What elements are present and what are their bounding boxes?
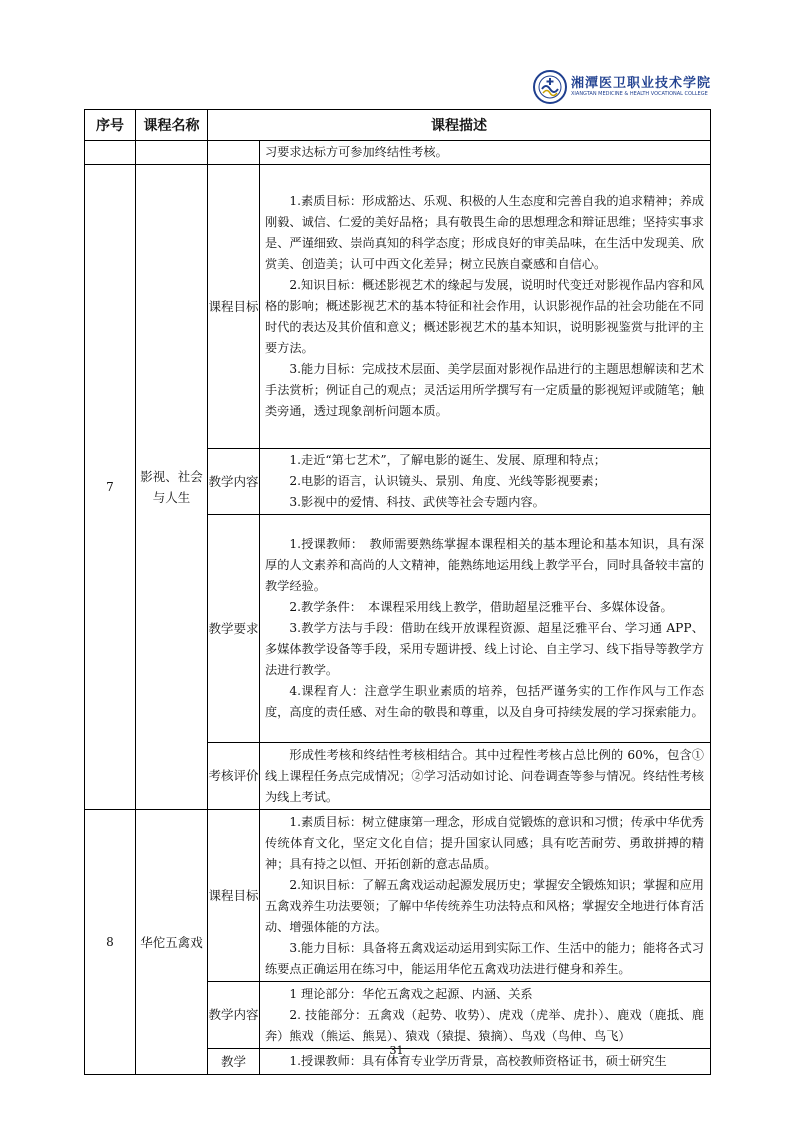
course-7-name: 影视、社会与人生	[136, 165, 208, 810]
page-number: 31	[389, 1044, 404, 1057]
course-8-goals-row	[85, 810, 711, 982]
course-8-goal-3: 3.能力目标：具备将五禽戏运动运用到实际工作、生活中的能力；能将各式习练要点正确运用在练习中，能运用华佗五禽戏功法进行健身和养生。	[265, 940, 704, 976]
course-7-content-label: 教学内容	[208, 449, 260, 515]
course-7-req-1: 1.授课教师： 教师需要熟练掌握本课程相关的基本理论和基本知识，具有深厚的人文素养和高尚的人文精神，能熟练地运用线上教学平台，同时具备较丰富的教学经验。	[265, 537, 704, 593]
course-8-req-1: 1.授课教师：具有体育专业学历背景，高校教师资格证书，硕士研究生	[289, 1054, 667, 1068]
course-7-eval-text: 形成性考核和终结性考核相结合。其中过程性考核占总比例的 60%，包含①线上课程任务点完成情况；②学习活动如讨论、问卷调查等参与情况。终结性考核为线上考试。	[265, 747, 704, 804]
course-table	[84, 109, 711, 1075]
course-8-goals	[260, 810, 711, 982]
course-8-goal-1: 1.素质目标：树立健康第一理念，形成自觉锻炼的意识和习惯；传承中华优秀传统体育文化，坚定文化自信；提升国家认同感；具有吃苦耐劳、勇敢拼搏的精神；具有持之以恒、开拓创新的意志品质。	[265, 814, 704, 871]
continuation-text: 习要求达标方可参加终结性考核。	[265, 145, 448, 159]
course-7-goals	[260, 165, 711, 449]
course-8-goals-label: 课程目标	[208, 810, 260, 982]
course-7-req-label: 教学要求	[208, 515, 260, 743]
course-7-number: 7	[85, 165, 136, 810]
course-8-number: 8	[85, 810, 136, 1075]
course-7-content-2: 2.电影的语言，认识镜头、景别、角度、光线等影视要素；	[289, 474, 606, 488]
college-name: 湘潭医卫职业技术学院	[571, 76, 712, 91]
course-7-req-2: 2.教学条件： 本课程采用线上教学，借助超星泛雅平台、多媒体设备。	[289, 600, 673, 614]
course-7-requirements	[260, 515, 711, 743]
course-7-eval-label: 考核评价	[208, 743, 260, 810]
table-header-row	[85, 110, 711, 141]
header-course-name: 课程名称	[136, 110, 208, 141]
course-7-evaluation	[260, 743, 711, 810]
course-7-goal-2: 2.知识目标：概述影视艺术的缘起与发展，说明时代变迁对影视作品内容和风格的影响；概述影视艺术的基本特征和社会作用，认识影视作品的社会功能在不同时代的表达及其价值和意义；概述影视艺术的基本知识，说明影视鉴赏与批评的主要方法。	[265, 278, 704, 355]
continuation-row	[85, 141, 711, 165]
college-name-en: XIANGTAN MEDICINE & HEALTH VOCATIONAL COLLEGE	[571, 91, 708, 97]
course-7-content	[260, 449, 711, 515]
course-7-content-3: 3.影视中的爱情、科技、武侠等社会专题内容。	[289, 495, 545, 509]
college-logo	[533, 70, 713, 104]
course-7-req-4: 4.课程育人：注意学生职业素质的培养，包括严谨务实的工作作风与工作态度，高度的责任感、对生命的敬畏和尊重，以及自身可持续发展的学习探索能力。	[265, 684, 704, 719]
course-8-req-label: 教学	[208, 1049, 260, 1075]
course-7-goals-label: 课程目标	[208, 165, 260, 449]
course-8-content-label: 教学内容	[208, 982, 260, 1049]
course-7-goal-3: 3.能力目标：完成技术层面、美学层面对影视作品进行的主题思想解读和艺术手法赏析；例证自己的观点；灵活运用所学撰写有一定质量的影视短评或随笔；触类旁通，透过现象剖析问题本质。	[265, 362, 704, 418]
course-7-goal-1: 1.素质目标：形成豁达、乐观、积极的人生态度和完善自我的追求精神；养成刚毅、诚信、仁爱的美好品格；具有敬畏生命的思想理念和辩证思维；坚持实事求是、严谨细致、崇尚真知的科学态度；形成良好的审美品味，在生活中发现美、欣赏美、创造美；认可中西文化差异；树立民族自豪感和自信心。	[265, 194, 704, 271]
course-7-goals-row	[85, 165, 711, 449]
course-7-req-3: 3.教学方法与手段：借助在线开放课程资源、超星泛雅平台、学习通 APP、多媒体教学设备等手段，采用专题讲授、线上讨论、自主学习、线下指导等教学方法进行教学。	[265, 621, 704, 677]
course-8-goal-2: 2.知识目标：了解五禽戏运动起源发展历史；掌握安全锻炼知识；掌握和应用五禽戏养生功法要领；了解中华传统养生功法特点和风格；掌握安全地进行体育活动、增强体能的方法。	[265, 877, 704, 934]
college-emblem-icon	[533, 70, 567, 104]
course-8-content-2: 2. 技能部分：五禽戏（起势、收势）、虎戏（虎举、虎扑）、鹿戏（鹿抵、鹿奔）熊戏（熊运、熊晃）、猿戏（猿提、猿摘）、鸟戏（鸟伸、鸟飞）	[265, 1007, 704, 1043]
course-7-content-1: 1.走近“第七艺术”，了解电影的诞生、发展、原理和特点；	[289, 453, 606, 467]
course-8-content-1: 1 理论部分：华佗五禽戏之起源、内涵、关系	[289, 986, 533, 1001]
course-8-content	[260, 982, 711, 1049]
header-course-desc: 课程描述	[208, 110, 711, 141]
course-8-name: 华佗五禽戏	[136, 810, 208, 1075]
header-no: 序号	[85, 110, 136, 141]
